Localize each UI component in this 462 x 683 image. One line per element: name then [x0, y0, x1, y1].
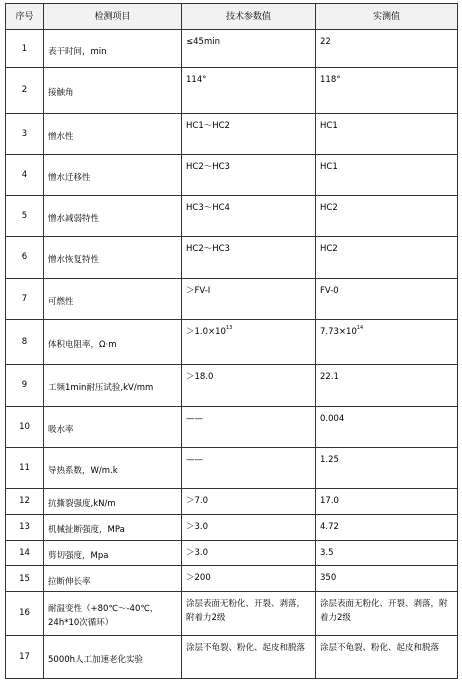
- table-row: [6, 237, 458, 278]
- cell-no-text: 1: [21, 43, 28, 54]
- cell-spec: [182, 319, 316, 364]
- cell-spec-exponent: 13: [225, 324, 233, 331]
- cell-measured: [316, 319, 458, 364]
- table-row: [6, 319, 458, 364]
- cell-item-text: 体积电阻率，Ω·m: [48, 340, 117, 351]
- cell-measured-text: 1.25: [320, 454, 339, 465]
- cell-spec-text: ≤45min: [186, 37, 220, 47]
- cell-measured: [316, 278, 458, 319]
- cell-no-text: 14: [19, 548, 30, 559]
- cell-measured-text: HC1: [320, 161, 338, 172]
- cell-spec-text: HC3～HC4: [186, 203, 230, 214]
- cell-no-text: 6: [21, 252, 28, 263]
- cell-item: [44, 406, 182, 447]
- cell-measured: [316, 154, 458, 195]
- cell-item-text: 吸水率: [48, 424, 74, 435]
- cell-spec: [182, 635, 316, 678]
- cell-item-text: 机械扯断强度，MPa: [48, 525, 125, 536]
- cell-item: [44, 566, 182, 592]
- cell-no: [6, 447, 44, 488]
- cell-spec: [182, 196, 316, 237]
- cell-spec-text: ＞1.0×10: [186, 326, 226, 337]
- cell-item-text: 表干时间，min: [48, 46, 107, 57]
- cell-measured: [316, 196, 458, 237]
- cell-spec: [182, 447, 316, 488]
- cell-spec-text: HC1～HC2: [186, 120, 230, 131]
- cell-measured: [316, 113, 458, 154]
- test-results-table: [5, 3, 458, 679]
- cell-no: [6, 406, 44, 447]
- table-body: [6, 30, 458, 679]
- cell-item: [44, 514, 182, 540]
- cell-measured: [316, 540, 458, 566]
- cell-item: [44, 237, 182, 278]
- table-row: [6, 30, 458, 68]
- cell-item-text: 导热系数，W/m.k: [48, 465, 118, 476]
- cell-item-text: 工频1min耐压试验,kV/mm: [48, 383, 154, 394]
- cell-item: [44, 592, 182, 635]
- cell-spec-text: ＞3.0: [186, 521, 209, 532]
- cell-item: [44, 30, 182, 68]
- cell-no: [6, 514, 44, 540]
- cell-measured-text: 350: [320, 573, 337, 584]
- cell-measured: [316, 635, 458, 678]
- cell-spec-text: 涂层表面无粉化、开裂、剥落，附着力2级: [186, 599, 306, 624]
- cell-spec-text: 涂层不龟裂、粉化、起皮和脱落: [186, 642, 306, 653]
- header-item: 检测项目: [44, 4, 182, 30]
- table-row: [6, 592, 458, 635]
- cell-spec: [182, 566, 316, 592]
- cell-item-text: 5000h人工加速老化实验: [48, 654, 144, 665]
- cell-no: [6, 635, 44, 678]
- cell-item-text: 憎水性: [48, 131, 74, 142]
- cell-item-text: 可燃性: [48, 296, 74, 307]
- cell-spec: [182, 365, 316, 406]
- cell-no-text: 4: [21, 169, 28, 180]
- cell-no-text: 12: [19, 496, 30, 507]
- table-row: [6, 113, 458, 154]
- header-row: [6, 4, 458, 30]
- cell-no: [6, 489, 44, 515]
- cell-spec-text: HC2～HC3: [186, 161, 230, 172]
- cell-spec-text: ——: [186, 454, 203, 465]
- cell-no-text: 2: [21, 85, 28, 96]
- cell-no: [6, 237, 44, 278]
- cell-measured-text: HC2: [320, 203, 338, 214]
- cell-no-text: 7: [21, 293, 28, 304]
- cell-measured: [316, 406, 458, 447]
- cell-no: [6, 30, 44, 68]
- cell-item: [44, 489, 182, 515]
- cell-no: [6, 113, 44, 154]
- cell-spec-text: HC2～HC3: [186, 244, 230, 255]
- cell-no-text: 13: [19, 522, 30, 533]
- cell-measured-text: 4.72: [320, 521, 339, 532]
- header-spec: 技术参数值: [182, 4, 316, 30]
- cell-no-text: 11: [19, 462, 30, 473]
- cell-measured: [316, 489, 458, 515]
- cell-measured-text: 17.0: [320, 496, 339, 507]
- cell-item-text: 耐温变性（+80℃～-40℃，24h*10次循环）: [48, 604, 159, 629]
- table-row: [6, 540, 458, 566]
- cell-item: [44, 68, 182, 113]
- table-row: [6, 566, 458, 592]
- cell-no-text: 3: [21, 128, 28, 139]
- cell-no-text: 17: [19, 651, 30, 662]
- cell-measured: [316, 365, 458, 406]
- cell-measured-text: 118°: [320, 75, 341, 86]
- cell-measured: [316, 237, 458, 278]
- cell-measured-text: 3.5: [320, 547, 334, 558]
- cell-no-text: 10: [19, 421, 30, 432]
- cell-item: [44, 154, 182, 195]
- cell-spec: [182, 30, 316, 68]
- header-no: 序号: [6, 4, 44, 30]
- cell-spec: [182, 540, 316, 566]
- cell-no: [6, 319, 44, 364]
- cell-item-text: 憎水迁移性: [48, 172, 91, 183]
- cell-measured-text: HC1: [320, 120, 338, 131]
- cell-no: [6, 365, 44, 406]
- table-row: [6, 278, 458, 319]
- table-row: [6, 447, 458, 488]
- cell-measured-text: 22.1: [320, 372, 339, 383]
- table-row: [6, 154, 458, 195]
- cell-measured-text: HC2: [320, 244, 338, 255]
- cell-spec-text: ＞18.0: [186, 372, 214, 383]
- cell-item: [44, 319, 182, 364]
- cell-measured-exponent: 14: [356, 324, 364, 331]
- cell-no: [6, 196, 44, 237]
- table-row: [6, 406, 458, 447]
- cell-no-text: 9: [21, 380, 28, 391]
- cell-measured: [316, 566, 458, 592]
- cell-measured-text: 7.73×10: [320, 326, 357, 337]
- table-row: [6, 635, 458, 678]
- cell-measured-text: 涂层不龟裂、粉化、起皮和脱落: [320, 642, 440, 653]
- cell-measured: [316, 68, 458, 113]
- table-row: [6, 514, 458, 540]
- cell-item-text: 憎水恢复特性: [48, 255, 100, 266]
- cell-spec-text: 114°: [186, 75, 207, 86]
- cell-no-text: 16: [19, 608, 30, 619]
- cell-no: [6, 540, 44, 566]
- cell-measured: [316, 592, 458, 635]
- cell-item: [44, 540, 182, 566]
- cell-measured-text: 涂层表面无粉化、开裂、剥落，附着力2级: [320, 599, 448, 624]
- cell-spec-text: ＞3.0: [186, 547, 209, 558]
- cell-no-text: 5: [21, 211, 28, 222]
- table-row: [6, 489, 458, 515]
- cell-spec: [182, 514, 316, 540]
- table-row: [6, 68, 458, 113]
- cell-spec: [182, 68, 316, 113]
- table-row: [6, 365, 458, 406]
- cell-no-text: 8: [21, 337, 28, 348]
- cell-spec: [182, 489, 316, 515]
- table-row: [6, 196, 458, 237]
- cell-measured-text: FV-0: [320, 285, 339, 296]
- cell-spec-text: ＞FV-I: [186, 285, 211, 296]
- cell-spec: [182, 113, 316, 154]
- cell-spec: [182, 237, 316, 278]
- cell-no-text: 15: [19, 573, 30, 584]
- cell-measured: [316, 30, 458, 68]
- cell-item-text: 接触角: [48, 88, 74, 99]
- cell-measured-text: 22: [320, 37, 331, 47]
- cell-measured: [316, 447, 458, 488]
- cell-item: [44, 635, 182, 678]
- cell-spec-text: ＞200: [186, 573, 211, 584]
- cell-no: [6, 566, 44, 592]
- cell-no: [6, 68, 44, 113]
- cell-no: [6, 154, 44, 195]
- cell-measured-text: 0.004: [320, 413, 345, 424]
- cell-no: [6, 278, 44, 319]
- cell-measured: [316, 514, 458, 540]
- cell-no: [6, 592, 44, 635]
- cell-spec: [182, 154, 316, 195]
- cell-spec: [182, 406, 316, 447]
- cell-item-text: 憎水减弱特性: [48, 214, 100, 225]
- cell-item-text: 拉断伸长率: [48, 576, 91, 587]
- cell-spec: [182, 278, 316, 319]
- cell-item: [44, 113, 182, 154]
- header-measured: 实测值: [316, 4, 458, 30]
- cell-spec-text: ＞7.0: [186, 496, 209, 507]
- cell-item: [44, 365, 182, 406]
- cell-item: [44, 447, 182, 488]
- cell-spec: [182, 592, 316, 635]
- cell-item: [44, 196, 182, 237]
- cell-item-text: 剪切强度，Mpa: [48, 551, 109, 562]
- cell-item: [44, 278, 182, 319]
- cell-spec-text: ——: [186, 413, 203, 424]
- cell-item-text: 抗撕裂强度,kN/m: [48, 499, 116, 510]
